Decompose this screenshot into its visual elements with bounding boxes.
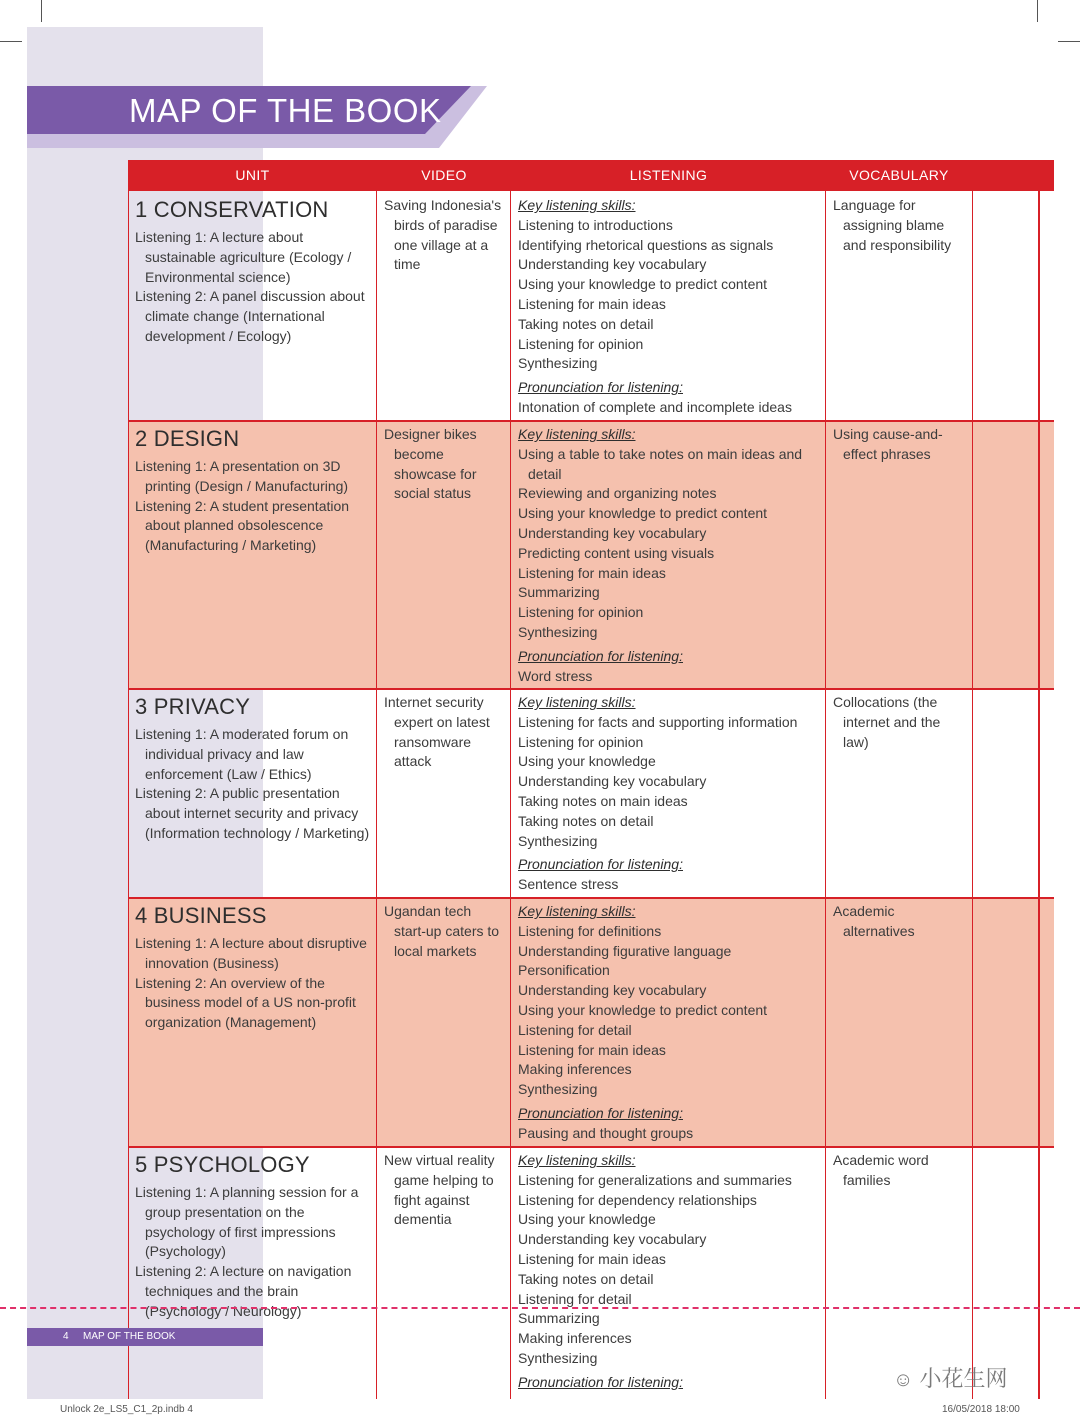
column-header-video: VIDEO xyxy=(421,167,467,183)
listening-topic: Listening 1: A lecture about sustainable agriculture (Ecology / Environmental science) xyxy=(135,229,352,285)
unit-cell xyxy=(135,196,371,347)
skill-item: Listening for main ideas xyxy=(518,564,666,581)
listening-cell xyxy=(518,1151,820,1393)
row-divider xyxy=(128,897,1054,899)
skill-item: Listening for main ideas xyxy=(518,1041,666,1058)
print-slug-left: Unlock 2e_LS5_C1_2p.indb 4 xyxy=(60,1404,193,1415)
skill-item: Understanding key vocabulary xyxy=(518,256,707,273)
skill-item: Using your knowledge xyxy=(518,1211,656,1228)
video-cell: Internet security expert on latest ransomware attack xyxy=(384,694,490,770)
skill-item: Listening for definitions xyxy=(518,922,662,939)
pronunciation-item: Sentence stress xyxy=(518,876,619,893)
chat-icon: ☺ xyxy=(893,1369,914,1391)
video-cell: New virtual reality game helping to fight against dementia xyxy=(384,1152,495,1228)
skill-item: Synthesizing xyxy=(518,832,598,849)
skill-item: Taking notes on detail xyxy=(518,1270,654,1287)
skill-item: Listening for opinion xyxy=(518,604,644,621)
skill-item: Taking notes on detail xyxy=(518,315,654,332)
listening-topic: Listening 2: A lecture on navigation techniques and the brain (Psychology / Neurology) xyxy=(135,1263,352,1319)
unit-title: 5 PSYCHOLOGY xyxy=(135,1152,310,1177)
skills-heading: Key listening skills: xyxy=(518,426,636,442)
unit-cell xyxy=(135,1151,371,1322)
title-band xyxy=(27,86,487,148)
column-divider xyxy=(972,160,973,1399)
skill-item: Taking notes on detail xyxy=(518,812,654,829)
unit-title: 2 DESIGN xyxy=(135,426,240,451)
listening-cell xyxy=(518,902,820,1144)
unit-title: 4 BUSINESS xyxy=(135,903,267,928)
listening-cell xyxy=(518,196,820,418)
table-header xyxy=(128,160,1054,191)
unit-title: 3 PRIVACY xyxy=(135,694,251,719)
print-slug-right: 16/05/2018 18:00 xyxy=(942,1404,1020,1415)
vocabulary-cell: Using cause-and-effect phrases xyxy=(833,426,943,462)
pronunciation-heading: Pronunciation for listening: xyxy=(518,1373,683,1390)
skill-item: Listening for detail xyxy=(518,1290,632,1307)
unit-cell xyxy=(135,693,371,844)
row-divider xyxy=(128,420,1054,422)
footer-label: MAP OF THE BOOK xyxy=(83,1331,176,1342)
vocabulary-cell: Collocations (the internet and the law) xyxy=(833,694,941,750)
crop-mark xyxy=(1037,0,1038,22)
column-divider xyxy=(1038,160,1040,1399)
skills-heading: Key listening skills: xyxy=(518,903,636,919)
skill-item: Listening for opinion xyxy=(518,335,644,352)
skill-item: Using your knowledge to predict content xyxy=(518,505,768,522)
pronunciation-item: Word stress xyxy=(518,667,593,684)
pronunciation-heading: Pronunciation for listening: xyxy=(518,856,683,873)
listening-topic: Listening 1: A planning session for a group presentation on the psychology of first impressions (Psychology) xyxy=(135,1184,359,1260)
column-header-unit: UNIT xyxy=(235,167,270,183)
skill-item: Listening for facts and supporting information xyxy=(518,713,798,730)
unit-title: 1 CONSERVATION xyxy=(135,197,329,222)
listening-topic: Listening 1: A moderated forum on individual privacy and law enforcement (Law / Ethics) xyxy=(135,726,349,782)
skill-item: Taking notes on main ideas xyxy=(518,792,688,809)
skill-item: Listening for detail xyxy=(518,1021,632,1038)
column-header-listening: LISTENING xyxy=(629,167,708,183)
crop-mark xyxy=(41,0,42,22)
listening-topic: Listening 2: A student presentation about planned obsolescence (Manufacturing / Marketing) xyxy=(135,497,350,554)
unit-cell xyxy=(135,902,371,1033)
column-divider xyxy=(376,160,377,1399)
vocabulary-cell: Language for assigning blame and responsibility xyxy=(833,197,952,253)
listening-cell xyxy=(518,425,820,686)
video-cell: Ugandan tech start-up caters to local markets xyxy=(384,903,500,959)
listening-topic: Listening 1: A presentation on 3D printing (Design / Manufacturing) xyxy=(135,458,349,494)
page-number: 4 xyxy=(63,1331,69,1342)
row-divider xyxy=(128,688,1054,690)
skills-heading: Key listening skills: xyxy=(518,1152,636,1168)
listening-topic: Listening 2: A public presentation about internet security and privacy (Information technology / Marketing) xyxy=(135,785,370,841)
skill-item: Summarizing xyxy=(518,584,600,601)
skill-item: Listening for main ideas xyxy=(518,295,666,312)
pronunciation-item: Pausing and thought groups xyxy=(518,1124,694,1141)
column-divider xyxy=(128,160,129,1399)
skill-item: Listening for generalizations and summaries xyxy=(518,1171,792,1188)
watermark xyxy=(893,1362,1008,1393)
skills-heading: Key listening skills: xyxy=(518,197,636,213)
skill-item: Predicting content using visuals xyxy=(518,544,715,561)
pronunciation-heading: Pronunciation for listening: xyxy=(518,379,683,396)
skill-item: Synthesizing xyxy=(518,1081,598,1098)
skill-item: Making inferences xyxy=(518,1330,632,1347)
skill-item: Understanding key vocabulary xyxy=(518,982,707,999)
skill-item: Synthesizing xyxy=(518,1349,598,1366)
page-title: MAP OF THE BOOK xyxy=(129,92,442,129)
unit-cell xyxy=(135,425,371,556)
video-cell: Saving Indonesia's birds of paradise one village at a time xyxy=(384,197,502,273)
skill-item: Using a table to take notes on main ideas and detail xyxy=(518,445,803,482)
skill-item: Using your knowledge to predict content xyxy=(518,276,768,293)
skill-item: Summarizing xyxy=(518,1310,600,1327)
skills-heading: Key listening skills: xyxy=(518,694,636,710)
listening-topic: Listening 1: A lecture about disruptive innovation (Business) xyxy=(135,935,367,971)
listening-cell xyxy=(518,693,820,895)
column-divider xyxy=(825,160,826,1399)
crop-mark xyxy=(1058,41,1080,42)
listening-topic: Listening 2: A panel discussion about climate change (International development / Ecology) xyxy=(135,288,365,344)
skill-item: Identifying rhetorical questions as signals xyxy=(518,236,774,253)
vocabulary-cell: Academic word families xyxy=(833,1152,929,1188)
column-header-vocabulary: VOCABULARY xyxy=(849,167,949,183)
skill-item: Listening for opinion xyxy=(518,733,644,750)
column-divider xyxy=(510,160,511,1399)
crop-mark xyxy=(0,41,22,42)
trim-line xyxy=(0,1307,1080,1309)
row-divider xyxy=(128,1146,1054,1148)
skill-item: Listening for main ideas xyxy=(518,1250,666,1267)
pronunciation-heading: Pronunciation for listening: xyxy=(518,1104,683,1121)
skill-item: Synthesizing xyxy=(518,623,598,640)
skill-item: Understanding key vocabulary xyxy=(518,1231,707,1248)
skill-item: Understanding key vocabulary xyxy=(518,773,707,790)
skill-item: Understanding figurative language xyxy=(518,942,732,959)
page-footer xyxy=(27,1328,263,1346)
skill-item: Using your knowledge xyxy=(518,753,656,770)
pronunciation-item: Intonation of complete and incomplete ideas xyxy=(518,398,792,415)
skill-item: Listening to introductions xyxy=(518,216,673,233)
skill-item: Using your knowledge to predict content xyxy=(518,1001,768,1018)
skill-item: Understanding key vocabulary xyxy=(518,524,707,541)
watermark-text: 小花生网 xyxy=(919,1366,1008,1391)
map-table xyxy=(128,160,1054,1399)
skill-item: Making inferences xyxy=(518,1061,632,1078)
skill-item: Listening for dependency relationships xyxy=(518,1191,757,1208)
vocabulary-cell: Academic alternatives xyxy=(833,903,915,939)
skill-item: Synthesizing xyxy=(518,355,598,372)
video-cell: Designer bikes become showcase for social status xyxy=(384,426,477,502)
skill-item: Personification xyxy=(518,962,610,979)
pronunciation-heading: Pronunciation for listening: xyxy=(518,647,683,664)
listening-topic: Listening 2: An overview of the business model of a US non-profit organization (Management) xyxy=(135,974,356,1031)
skill-item: Reviewing and organizing notes xyxy=(518,485,717,502)
